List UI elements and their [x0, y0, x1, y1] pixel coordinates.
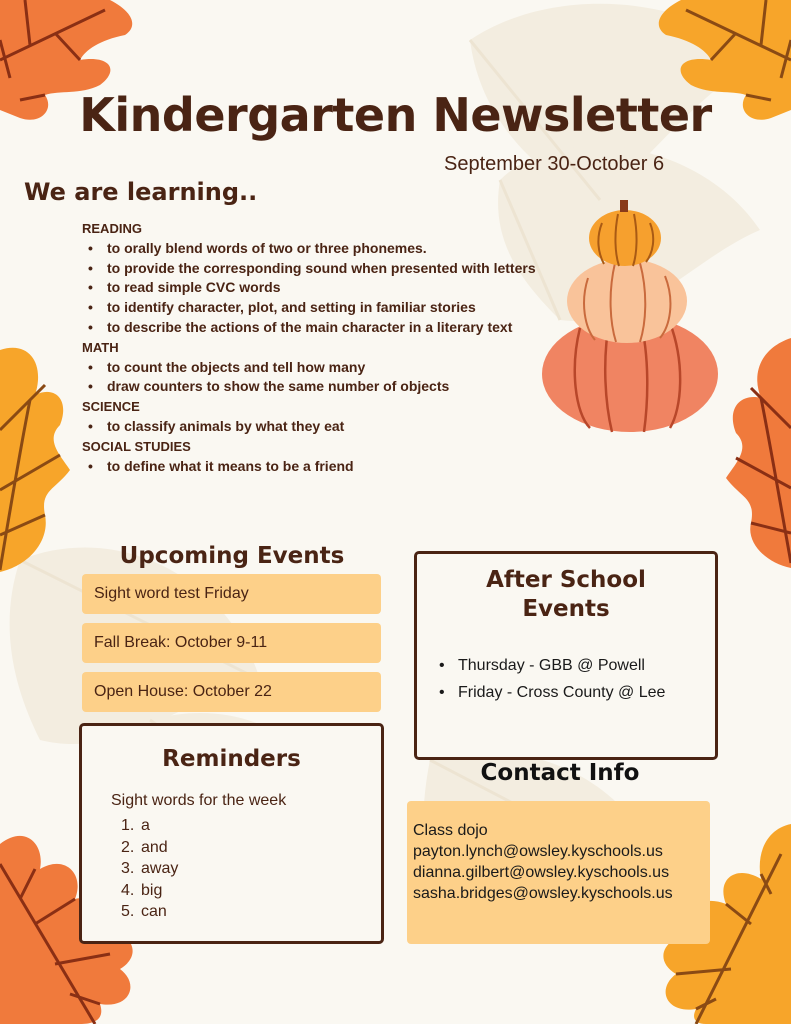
- date-range: September 30-October 6: [444, 153, 665, 175]
- list-item: • to describe the actions of the main character in a literary text: [82, 318, 542, 338]
- list-item: 4. big: [121, 881, 163, 899]
- maple-leaf-icon: [0, 340, 80, 580]
- after-school-events-box: [414, 551, 718, 760]
- after-school-heading: [417, 566, 715, 624]
- science-list: [82, 417, 542, 437]
- list-item: • to orally blend words of two or three phonemes.: [82, 239, 542, 259]
- after-school-heading-line: Events: [522, 596, 610, 622]
- list-item: 3. away: [121, 860, 179, 877]
- contact-line: Class dojo: [413, 822, 488, 839]
- list-item: • to define what it means to be a friend: [82, 457, 542, 477]
- list-item: • Thursday - GBB @ Powell: [439, 652, 665, 679]
- after-school-list: [439, 652, 665, 706]
- contact-email[interactable]: dianna.gilbert@owsley.kyschools.us: [413, 864, 670, 881]
- list-item: • Friday - Cross County @ Lee: [439, 679, 665, 706]
- list-item: • to provide the corresponding sound when presented with letters: [82, 259, 542, 279]
- list-item: 1. a: [121, 817, 150, 834]
- subject-heading: SCIENCE: [82, 399, 140, 415]
- contact-email[interactable]: payton.lynch@owsley.kyschools.us: [413, 843, 663, 860]
- list-item: • to read simple CVC words: [82, 278, 542, 298]
- reminders-heading: Reminders: [162, 746, 301, 772]
- list-item: • draw counters to show the same number of objects: [82, 377, 542, 397]
- subject-heading: READING: [82, 221, 142, 236]
- sight-words-list: [111, 815, 178, 923]
- reminders-box: [79, 723, 384, 944]
- contact-info-box: [407, 801, 710, 944]
- list-item: 2. and: [121, 838, 168, 856]
- subject-heading: MATH: [82, 339, 119, 355]
- contact-heading: Contact Info: [480, 760, 640, 786]
- list-item: • to count the objects and tell how many: [82, 358, 542, 378]
- reading-list: [82, 239, 542, 338]
- learning-heading: We are learning..: [24, 178, 258, 206]
- event-item: Open House: October 22: [82, 672, 381, 712]
- upcoming-events-heading: Upcoming Events: [119, 543, 345, 569]
- list-item: • to identify character, plot, and setting in familiar stories: [82, 298, 542, 318]
- maple-leaf-icon: [721, 338, 791, 578]
- reminders-subheading: Sight words for the week: [111, 792, 287, 809]
- contact-email[interactable]: sasha.bridges@owsley.kyschools.us: [413, 885, 673, 902]
- page-title: Kindergarten Newsletter: [79, 88, 712, 142]
- math-list: [82, 358, 542, 398]
- learning-objectives: [82, 219, 542, 476]
- subject-heading: SOCIAL STUDIES: [82, 438, 191, 454]
- list-item: 5. can: [121, 903, 167, 920]
- social-studies-list: [82, 457, 542, 477]
- pumpkin-stack-icon: [540, 198, 720, 438]
- after-school-heading-line: After School: [486, 567, 646, 593]
- event-item: Sight word test Friday: [82, 574, 381, 614]
- list-item: • to classify animals by what they eat: [82, 417, 542, 437]
- event-item: Fall Break: October 9-11: [82, 623, 381, 663]
